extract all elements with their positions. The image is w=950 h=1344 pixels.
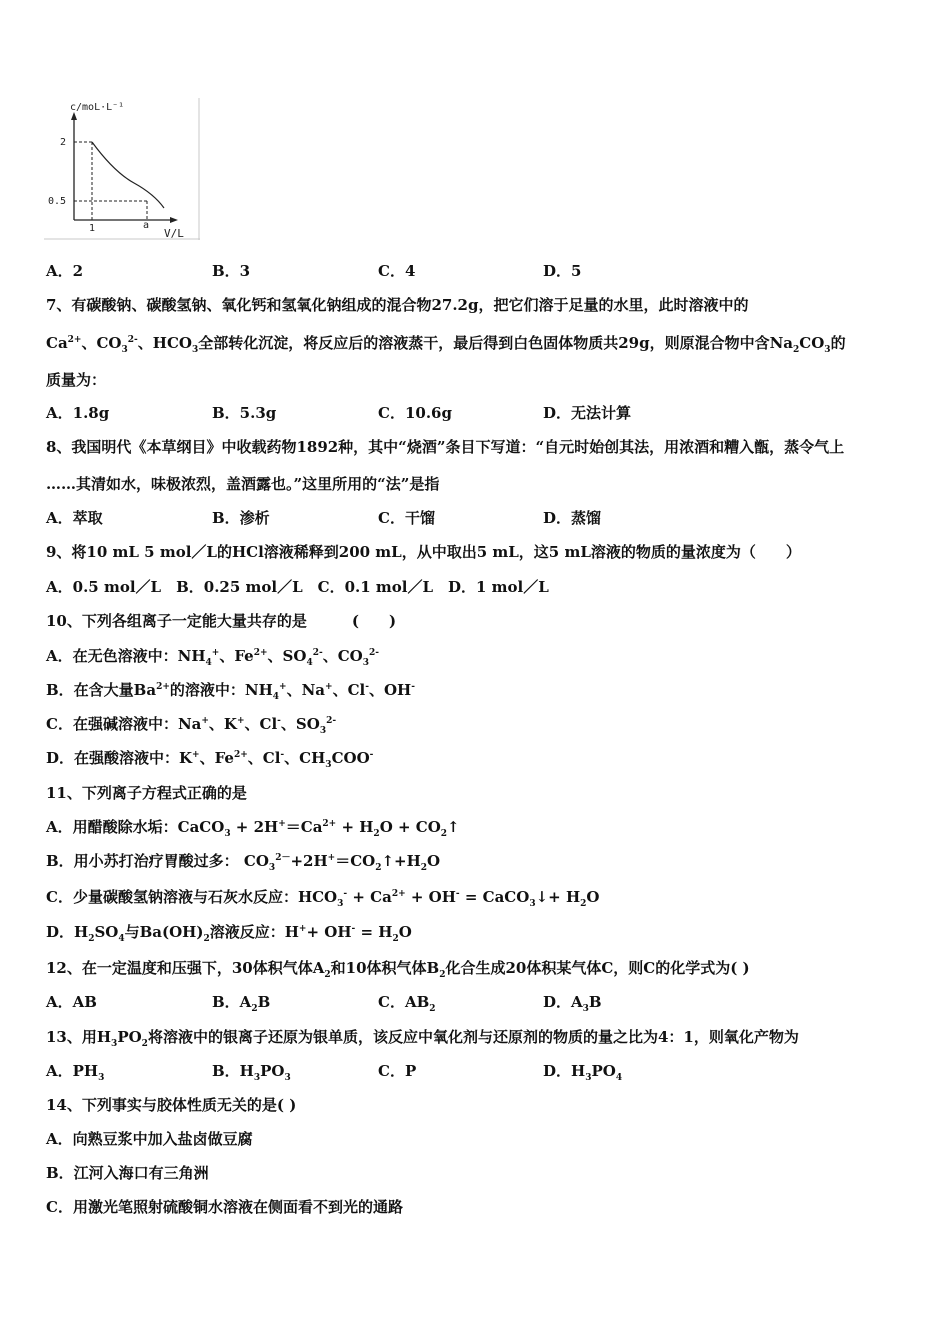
y-axis-arrow	[71, 112, 77, 120]
q12-stem: 12、在一定温度和压强下，30体积气体$A_2$和10体积气体$B_2$化合生成20体积某气体C，则C的化学式为( )	[46, 959, 750, 980]
y-axis-label: c/moL·L⁻¹	[70, 102, 125, 113]
q10-stem: 10、下列各组离子一定能大量共存的是 ( )	[46, 612, 397, 630]
q10-option-c: C．在强碱溶液中：Na+、K+、Cl-、$SO_3^{2-}$	[46, 715, 337, 736]
q8-option-b: B．渗析	[212, 509, 270, 527]
q12-option-a: A．AB	[46, 993, 97, 1011]
q13-option-a: A．$PH_3$	[46, 1062, 105, 1083]
q8-option-d: D．蒸馏	[543, 509, 602, 527]
q11-option-c: C．少量碳酸氢钠溶液与石灰水反应：$HCO_3^- + Ca^{2+} + OH^-$ = CaCO$_3$↓+ $H_2O$	[46, 888, 600, 909]
q6-option-b: B．3	[212, 262, 251, 280]
q13-option-d: D．$H_3PO_4$	[543, 1062, 623, 1083]
concentration-curve	[92, 142, 164, 208]
q13-option-b: B．$H_3PO_3$	[212, 1062, 291, 1083]
q14-option-a: A．向熟豆浆中加入盐卤做豆腐	[46, 1130, 253, 1148]
q8-stem-line1: 8、我国明代《本草纲目》中收载药物1892种，其中“烧酒”条目下写道：“自元时始创其法，用浓酒和糟入甑，蒸令气上	[46, 438, 845, 456]
x-tick-label-1: 1	[89, 223, 96, 234]
q12-option-b: B．$A_2B$	[212, 993, 271, 1014]
q14-stem: 14、下列事实与胶体性质无关的是( )	[46, 1096, 297, 1114]
x-tick-label-a: a	[143, 220, 150, 231]
q6-option-d: D．5	[543, 262, 582, 280]
q10-option-a: A．在无色溶液中：$NH_4^+$、$Fe^{2+}$、$SO_4^{2-}$、$CO_3^{2-}$	[46, 647, 379, 668]
q6-option-a: A．2	[46, 262, 84, 280]
q7-stem-line2: $Ca^{2+}$、$CO_3^{2-}$、$HCO_3$全部转化沉淀，将反应后的溶液蒸干，最后得到白色固体物质共29g，则原混合物中含$Na_2CO_3$的	[46, 334, 846, 355]
q9-options: A．0.5 mol／L B．0.25 mol／L C．0.1 mol／L D．1 mol／L	[46, 578, 549, 596]
q8-option-a: A．萃取	[46, 509, 103, 527]
y-tick-label-2: 2	[60, 137, 67, 148]
q7-option-d: D．无法计算	[543, 404, 632, 422]
q7-option-b: B．5.3g	[212, 404, 277, 422]
q13-option-c: C．P	[378, 1062, 417, 1080]
x-axis-arrow	[170, 217, 178, 223]
q11-option-d: D．$H_2SO_4$与$Ba(OH)_2$溶液反应：$H^++ OH^- = H_2O$	[46, 923, 412, 944]
q11-stem: 11、下列离子方程式正确的是	[46, 784, 247, 802]
q8-stem-line2: ……其清如水，味极浓烈，盖酒露也。”这里所用的“法”是指	[46, 475, 440, 493]
q9-stem: 9、将10 mL 5 mol／L的HCl溶液稀释到200 mL，从中取出5 mL，这5 mL溶液的物质的量浓度为（ ）	[46, 543, 801, 561]
q10-option-d: D．在强酸溶液中：K+、$Fe^{2+}$、Cl-、$CH_3COO^-$	[46, 749, 374, 770]
q13-stem: 13、用$H_3PO_2$将溶液中的银离子还原为银单质，该反应中氧化剂与还原剂的物质的量之比为4：1，则氧化产物为	[46, 1028, 799, 1049]
q7-stem-line1: 7、有碳酸钠、碳酸氢钠、氧化钙和氢氧化钠组成的混合物27.2g，把它们溶于足量的水里，此时溶液中的	[46, 296, 749, 314]
q12-option-d: D．$A_3B$	[543, 993, 602, 1014]
y-tick-label-0-5: 0.5	[48, 196, 67, 207]
q14-option-b: B．江河入海口有三角洲	[46, 1164, 209, 1182]
q7-stem-line3: 质量为：	[46, 371, 107, 389]
q11-option-a: A．用醋酸除水垢：CaCO$_3$ + $2H^+=Ca^{2+} + H_2O$ + $CO_2↑$	[46, 818, 460, 839]
q10-option-b: B．在含大量$Ba^{2+}$的溶液中：$NH_4^+$、Na+、Cl-、OH-	[46, 681, 415, 702]
q6-option-c: C．4	[378, 262, 416, 280]
q7-option-c: C．10.6g	[378, 404, 452, 422]
concentration-volume-graph	[44, 98, 200, 240]
q11-option-b: B．用小苏打治疗胃酸过多： $CO_3^{2-}+2H^+=CO_2↑+H_2O$	[46, 852, 441, 873]
q12-option-c: C．$AB_2$	[378, 993, 436, 1014]
q14-option-c: C．用激光笔照射硫酸铜水溶液在侧面看不到光的通路	[46, 1198, 403, 1216]
q8-option-c: C．干馏	[378, 509, 435, 527]
q7-option-a: A．1.8g	[46, 404, 110, 422]
x-axis-label: V/L	[164, 227, 184, 240]
